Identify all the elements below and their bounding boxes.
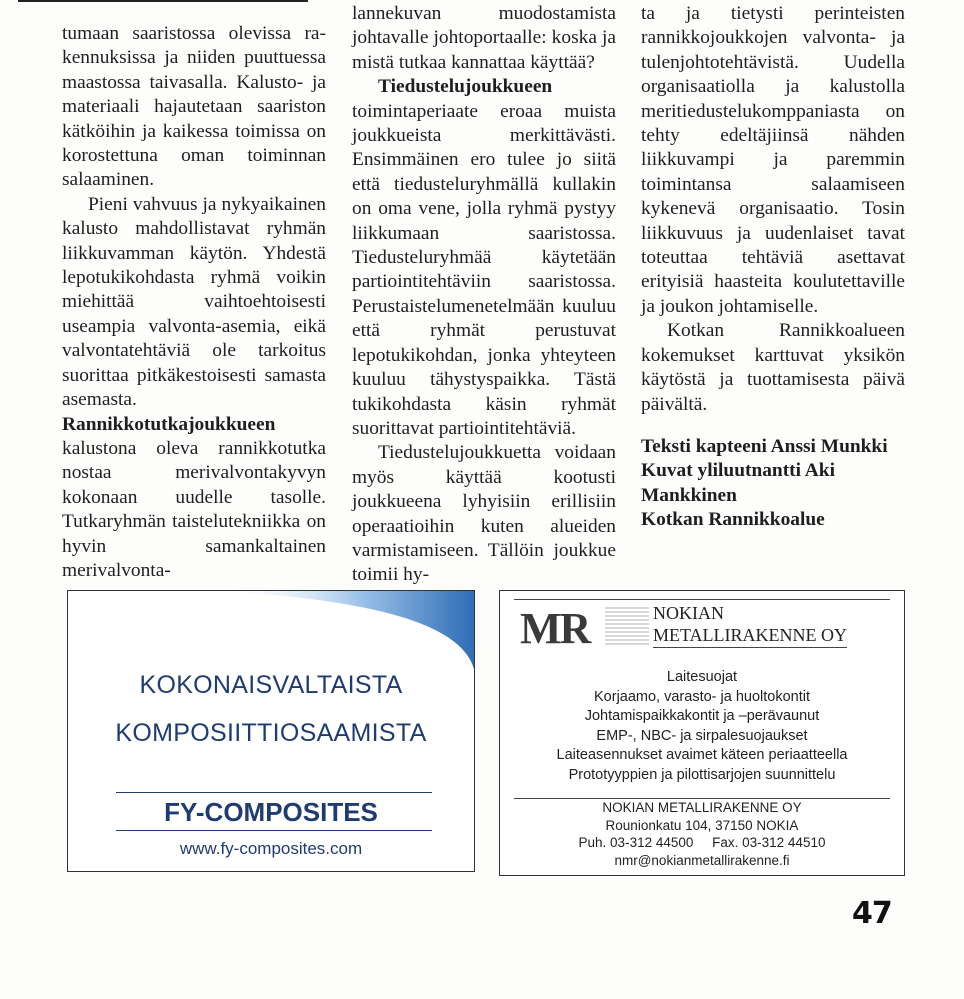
company-name-line-2: METALLIRAKENNE OY — [653, 625, 847, 648]
contact-phone: Puh. 03-312 44500 Fax. 03-312 44510 — [578, 835, 826, 851]
subheading: Rannikkotutkajoukkueen — [62, 413, 276, 435]
credit-photos: Kuvat yliluutnantti Aki Mankkinen — [641, 460, 835, 506]
contact-email: nmr@nokianmetallirakenne.fi — [614, 852, 790, 868]
ad-headline-1: KOKONAISVALTAISTA — [139, 671, 403, 699]
divider — [514, 599, 890, 600]
list-item: Laiteasennukset avaimet käteen periaatteella — [556, 747, 848, 764]
credit-org: Kotkan Rannikkoalue — [641, 509, 825, 531]
ad-brand-name: FY-COMPOSITES — [164, 797, 378, 827]
company-logo: MR — [520, 604, 590, 653]
contact-info — [500, 799, 904, 869]
paragraph: Tiedustelujoukkuetta voidaan myös käyttää kootusti joukkueena lyhyisiin erillisiin operaatioihin kuten alueiden varmistamiseen. Tällöin joukkue toimii hy- — [352, 442, 616, 586]
article-column-3 — [641, 2, 905, 533]
ad-url: www.fy-composites.com — [179, 839, 363, 858]
credit-text: Teksti kapteeni Anssi Munkki — [641, 435, 888, 457]
contact-company: NOKIAN METALLIRAKENNE OY — [602, 800, 802, 815]
paragraph: Kotkan Rannikkoalueen kokemukset karttuvat yksikön käytöstä ja tuottamisesta päivä päivältä. — [641, 320, 905, 415]
company-name-line-1: NOKIAN — [653, 603, 724, 623]
services-list — [500, 668, 904, 786]
page-number: 47 — [852, 896, 892, 931]
ad-nokian-metallirakenne — [499, 590, 905, 876]
list-item: Prototyyppien ja pilottisarjojen suunnittelu — [568, 766, 836, 783]
top-rule — [18, 0, 308, 2]
paragraph: ta ja tietysti perinteisten rannikkojoukkojen valvonta- ja tulenjohtotehtävistä. Uudella organisaatiolla ja kalustolla meritiedustelukomppaniasta on tehty edeltäjiinsä nähden liikkuvampi ja paremmin toimintansa salaamiseen kykenevä organisaatio. Tosin liikkuvuus ja uudenlaiset tavat toteuttaa tehtäviä asettavat erityisiä haasteita koulutettaville ja joukon johtamiselle. — [641, 3, 905, 317]
article-column-1 — [62, 22, 326, 583]
logo-stripes — [605, 605, 649, 645]
list-item: EMP-, NBC- ja sirpalesuojaukset — [596, 727, 808, 744]
subheading: Tiedustelujoukkueen — [378, 76, 553, 98]
ad-fy-composites — [67, 590, 475, 872]
paragraph-text: kalustona oleva rannikkotutka nostaa merivalvontakyvyn kokonaan uudelle tasolle. Tutkaryhmän taistelutekniikka on hyvin samankaltainen merivalvonta- — [62, 437, 326, 581]
contact-address: Rounionkatu 104, 37150 NOKIA — [605, 817, 799, 833]
paragraph-text: toimintaperiaate eroaa muista joukkueista merkittävästi. Ensimmäinen ero tulee jo siitä että tiedusteluryhmällä kullakin on oma vene, jolla ryhmä pystyy liikkumaan saaristossa. Tiedusteluryhmää käytetään partiointitehtäviin saaristossa. Perustaistelumenetelmään kuuluu että ryhmät perustuvat lepotukikohdan, jonka yhteyteen kuuluu tähystyspaikka. Tästä tukikohdasta käsin ryhmät suorittavat partiointitehtäviä. — [352, 100, 616, 439]
paragraph: tumaan saaristossa olevissa rakennuksissa ja niiden puuttuessa maastossa taivasalla. Kalusto- ja materiaali hajautetaan saariston kätköihin ja kaikessa toimissa on korostettuna oman toiminnan salaaminen. — [62, 23, 326, 191]
paragraph: lannekuvan muodostamista johtavalle johtoportaalle: koska ja mistä tutkaa kannattaa käyttää? — [352, 3, 616, 73]
paragraph-subsection — [352, 75, 616, 441]
list-item: Korjaamo, varasto- ja huoltokontit — [594, 688, 810, 705]
paragraph: Pieni vahvuus ja nykyaikainen kalusto mahdollistavat ryhmän liikkuvamman käytön. Yhdestä lepotukikohdasta ryhmä voikin miehittää vaihtoehtoisesti useampia valvonta-asemia, eikä valvontatehtäviä ole tarkoitus suorittaa pitkäkestoisesti samasta asemasta. — [62, 193, 326, 411]
list-item: Laitesuojat — [666, 669, 738, 685]
article-credits — [641, 435, 905, 533]
divider — [116, 830, 432, 831]
divider — [116, 792, 432, 793]
list-item: Johtamispaikkakontit ja –perävaunut — [584, 708, 820, 725]
swoosh-graphic — [68, 591, 474, 671]
article-column-2 — [352, 2, 616, 588]
paragraph-subsection — [62, 413, 326, 584]
ad-headline-2: KOMPOSIITTIOSAAMISTA — [115, 719, 427, 747]
